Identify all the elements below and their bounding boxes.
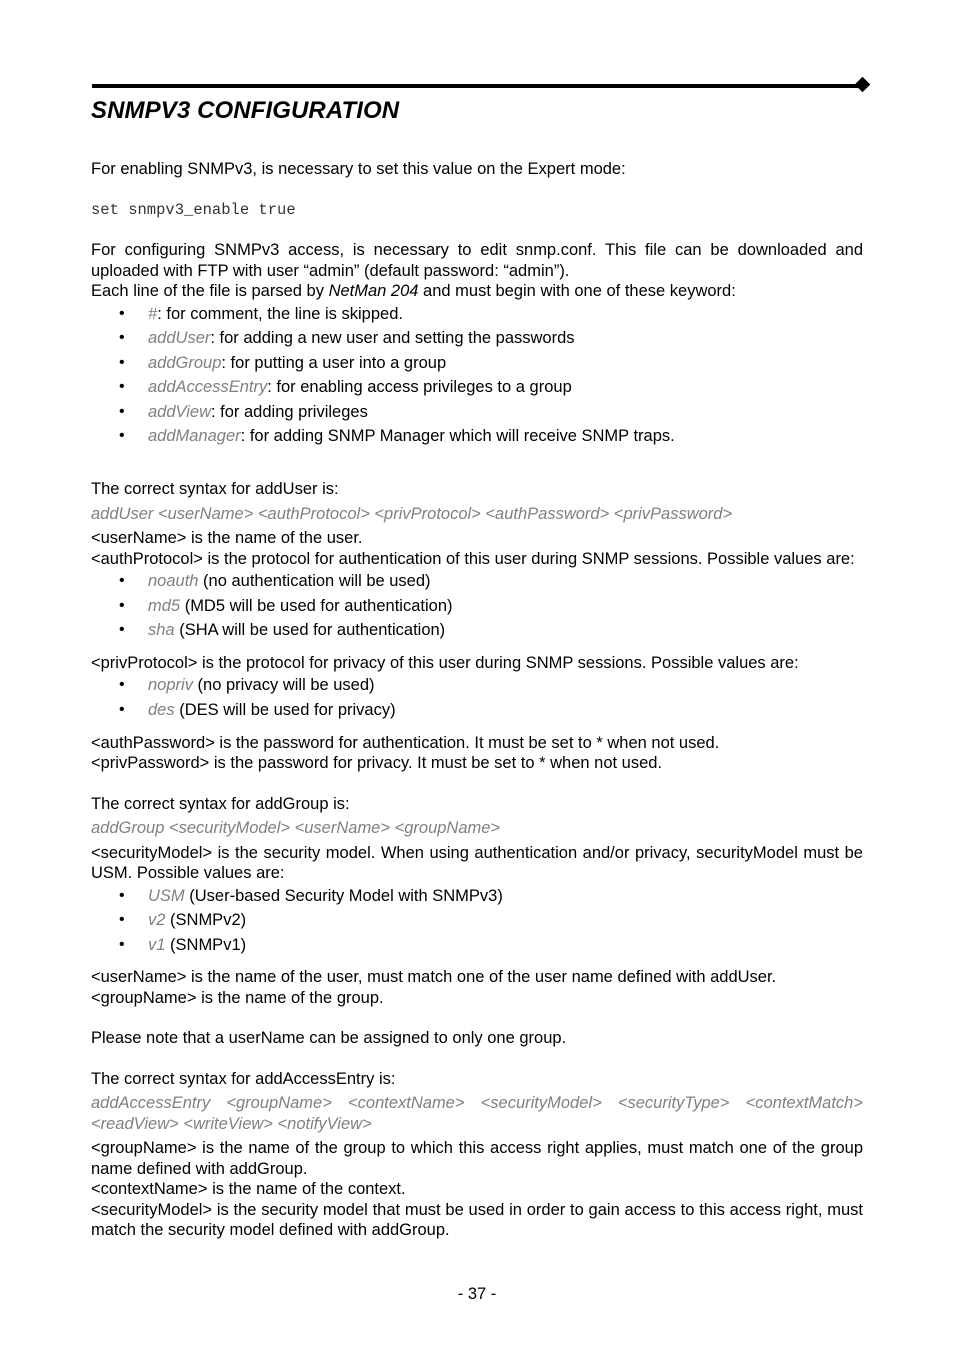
list-item: • addManager: for adding SNMP Manager which will receive SNMP traps. xyxy=(91,424,863,449)
adduser-heading: The correct syntax for addUser is: xyxy=(91,480,339,499)
addgroup-note: Please note that a userName can be assigned to only one group. xyxy=(91,1029,567,1048)
header-diamond-icon xyxy=(855,77,871,93)
list-item: • addUser: for adding a new user and setting the passwords xyxy=(91,326,863,351)
parse-text: Each line of the file is parsed by NetMan 204 and must begin with one of these keyword: xyxy=(91,282,736,300)
adduser-privprotocol-desc: <privProtocol> is the protocol for privacy of this user during SNMP sessions. Possible values are: xyxy=(91,653,799,672)
adduser-authprotocol-desc: <authProtocol> is the protocol for authentication of this user during SNMP sessions. Possible values are: xyxy=(91,549,855,568)
addgroup-groupname-desc: <groupName> is the name of the group. xyxy=(91,988,384,1007)
config-text: For configuring SNMPv3 access, is necessary to edit snmp.conf. This file can be downloaded and uploaded with FTP with user “admin” (default password: “admin”). xyxy=(91,241,863,280)
addaccessentry-heading: The correct syntax for addAccessEntry is: xyxy=(91,1069,396,1088)
header-rule xyxy=(92,84,862,88)
list-item: • addGroup: for putting a user into a group xyxy=(91,351,863,376)
list-item: • sha (SHA will be used for authentication) xyxy=(91,618,863,643)
addaccessentry-securitymodel-desc: <securityModel> is the security model that must be used in order to gain access to this access right, must match the security model defined with addGroup. xyxy=(91,1200,863,1240)
adduser-authpassword-desc: <authPassword> is the password for authentication. It must be set to * when not used. xyxy=(91,733,720,752)
command-line: set snmpv3_enable true xyxy=(91,200,296,219)
keyword-list xyxy=(91,302,863,450)
list-item: • v1 (SNMPv1) xyxy=(91,933,863,958)
list-item: • nopriv (no privacy will be used) xyxy=(91,673,863,698)
document-body xyxy=(91,159,863,1241)
list-item: • v2 (SNMPv2) xyxy=(91,908,863,933)
auth-values-list xyxy=(91,569,863,643)
list-item: • md5 (MD5 will be used for authentication) xyxy=(91,594,863,619)
list-item: • addAccessEntry: for enabling access privileges to a group xyxy=(91,375,863,400)
addaccessentry-syntax: addAccessEntry <groupName> <contextName> <securityModel> <securityType> <contextMatch> <readView> <writeView> <notifyView> xyxy=(91,1094,863,1133)
page-title: SNMPV3 CONFIGURATION xyxy=(91,97,400,124)
expert-mode-text: For enabling SNMPv3, is necessary to set this value on the Expert mode: xyxy=(91,160,626,178)
product-name: NetMan 204 xyxy=(328,282,419,300)
addgroup-securitymodel-desc: <securityModel> is the security model. When using authentication and/or privacy, securityModel must be USM. Possible values are: xyxy=(91,843,863,883)
list-item: • noauth (no authentication will be used) xyxy=(91,569,863,594)
addaccessentry-groupname-desc: <groupName> is the name of the group to which this access right applies, must match one of the group name defined with addGroup. xyxy=(91,1139,863,1178)
list-item: • #: for comment, the line is skipped. xyxy=(91,302,863,327)
addgroup-username-desc: <userName> is the name of the user, must match one of the user name defined with addUser. xyxy=(91,968,777,987)
list-item: • USM (User-based Security Model with SNMPv3) xyxy=(91,884,863,909)
priv-values-list xyxy=(91,673,863,722)
list-item: • des (DES will be used for privacy) xyxy=(91,698,863,723)
model-values-list xyxy=(91,884,863,958)
list-item: • addView: for adding privileges xyxy=(91,400,863,425)
adduser-privpassword-desc: <privPassword> is the password for privacy. It must be set to * when not used. xyxy=(91,754,663,773)
adduser-syntax: addUser <userName> <authProtocol> <privProtocol> <authPassword> <privPassword> xyxy=(91,504,733,523)
addgroup-syntax: addGroup <securityModel> <userName> <groupName> xyxy=(91,819,501,838)
addaccessentry-contextname-desc: <contextName> is the name of the context. xyxy=(91,1180,406,1199)
page-number: - 37 - xyxy=(457,1285,497,1303)
adduser-username-desc: <userName> is the name of the user. xyxy=(91,529,363,548)
addgroup-heading: The correct syntax for addGroup is: xyxy=(91,794,350,813)
